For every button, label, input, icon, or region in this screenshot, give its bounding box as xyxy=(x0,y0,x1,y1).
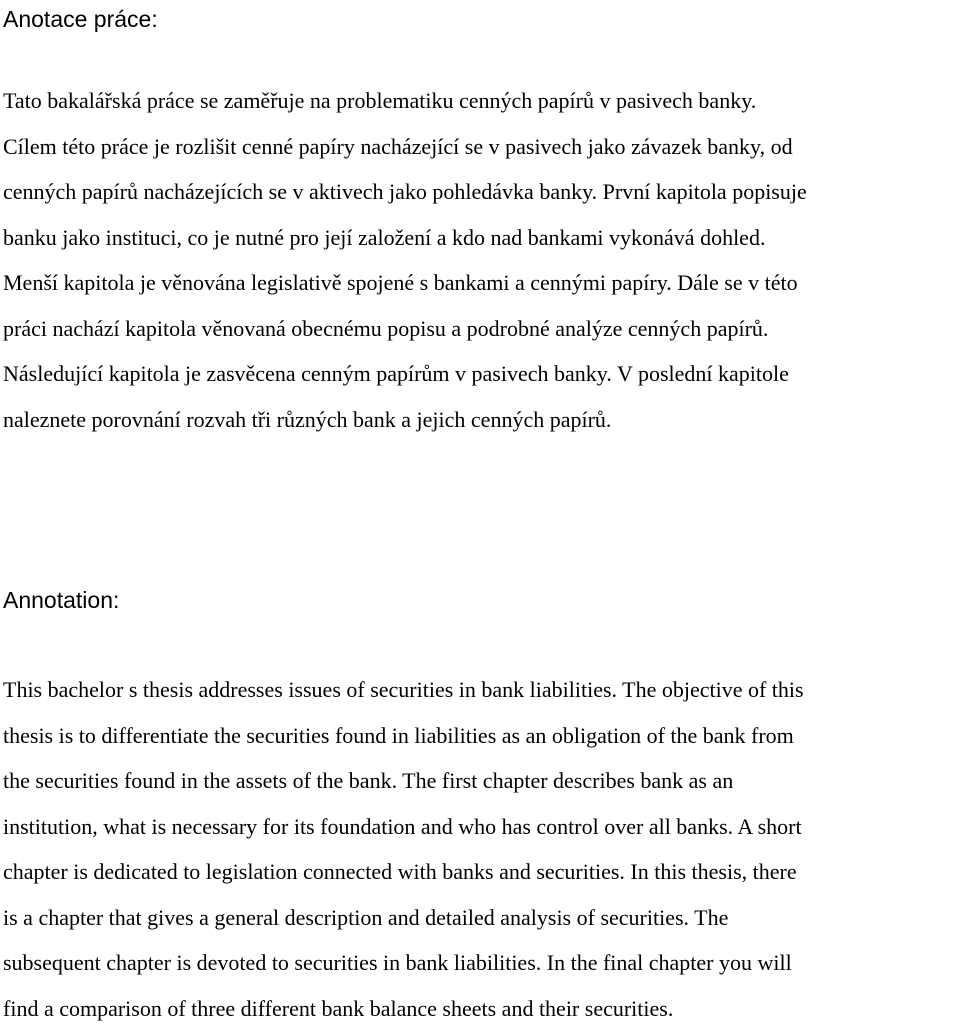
paragraph-line: is a chapter that gives a general description and detailed analysis of securities. The xyxy=(3,895,804,941)
paragraph-line: cenných papírů nacházejících se v aktivech jako pohledávka banky. První kapitola popisuje xyxy=(3,169,807,215)
czech-annotation-heading: Anotace práce: xyxy=(3,4,158,34)
paragraph-line: Tato bakalářská práce se zaměřuje na problematiku cenných papírů v pasivech banky. xyxy=(3,78,807,124)
paragraph-line: Následující kapitola je zasvěcena cenným papírům v pasivech banky. V poslední kapitole xyxy=(3,351,807,397)
paragraph-line: naleznete porovnání rozvah tři různých bank a jejich cenných papírů. xyxy=(3,397,807,443)
paragraph-line: the securities found in the assets of the bank. The first chapter describes bank as an xyxy=(3,758,804,804)
english-annotation-heading: Annotation: xyxy=(3,585,119,615)
paragraph-line: banku jako instituci, co je nutné pro její založení a kdo nad bankami vykonává dohled. xyxy=(3,215,807,261)
paragraph-line: Menší kapitola je věnována legislativě spojené s bankami a cennými papíry. Dále se v této xyxy=(3,260,807,306)
paragraph-line: subsequent chapter is devoted to securities in bank liabilities. In the final chapter you will xyxy=(3,940,804,986)
paragraph-line: chapter is dedicated to legislation connected with banks and securities. In this thesis, there xyxy=(3,849,804,895)
paragraph-line: This bachelor s thesis addresses issues of securities in bank liabilities. The objective of this xyxy=(3,667,804,713)
paragraph-line: práci nachází kapitola věnovaná obecnému popisu a podrobné analýze cenných papírů. xyxy=(3,306,807,352)
czech-annotation-paragraph xyxy=(3,78,807,442)
paragraph-line: find a comparison of three different bank balance sheets and their securities. xyxy=(3,986,804,1031)
paragraph-line: institution, what is necessary for its foundation and who has control over all banks. A short xyxy=(3,804,804,850)
paragraph-line: Cílem této práce je rozlišit cenné papíry nacházející se v pasivech jako závazek banky, od xyxy=(3,124,807,170)
english-annotation-paragraph xyxy=(3,667,804,1031)
paragraph-line: thesis is to differentiate the securities found in liabilities as an obligation of the bank from xyxy=(3,713,804,759)
